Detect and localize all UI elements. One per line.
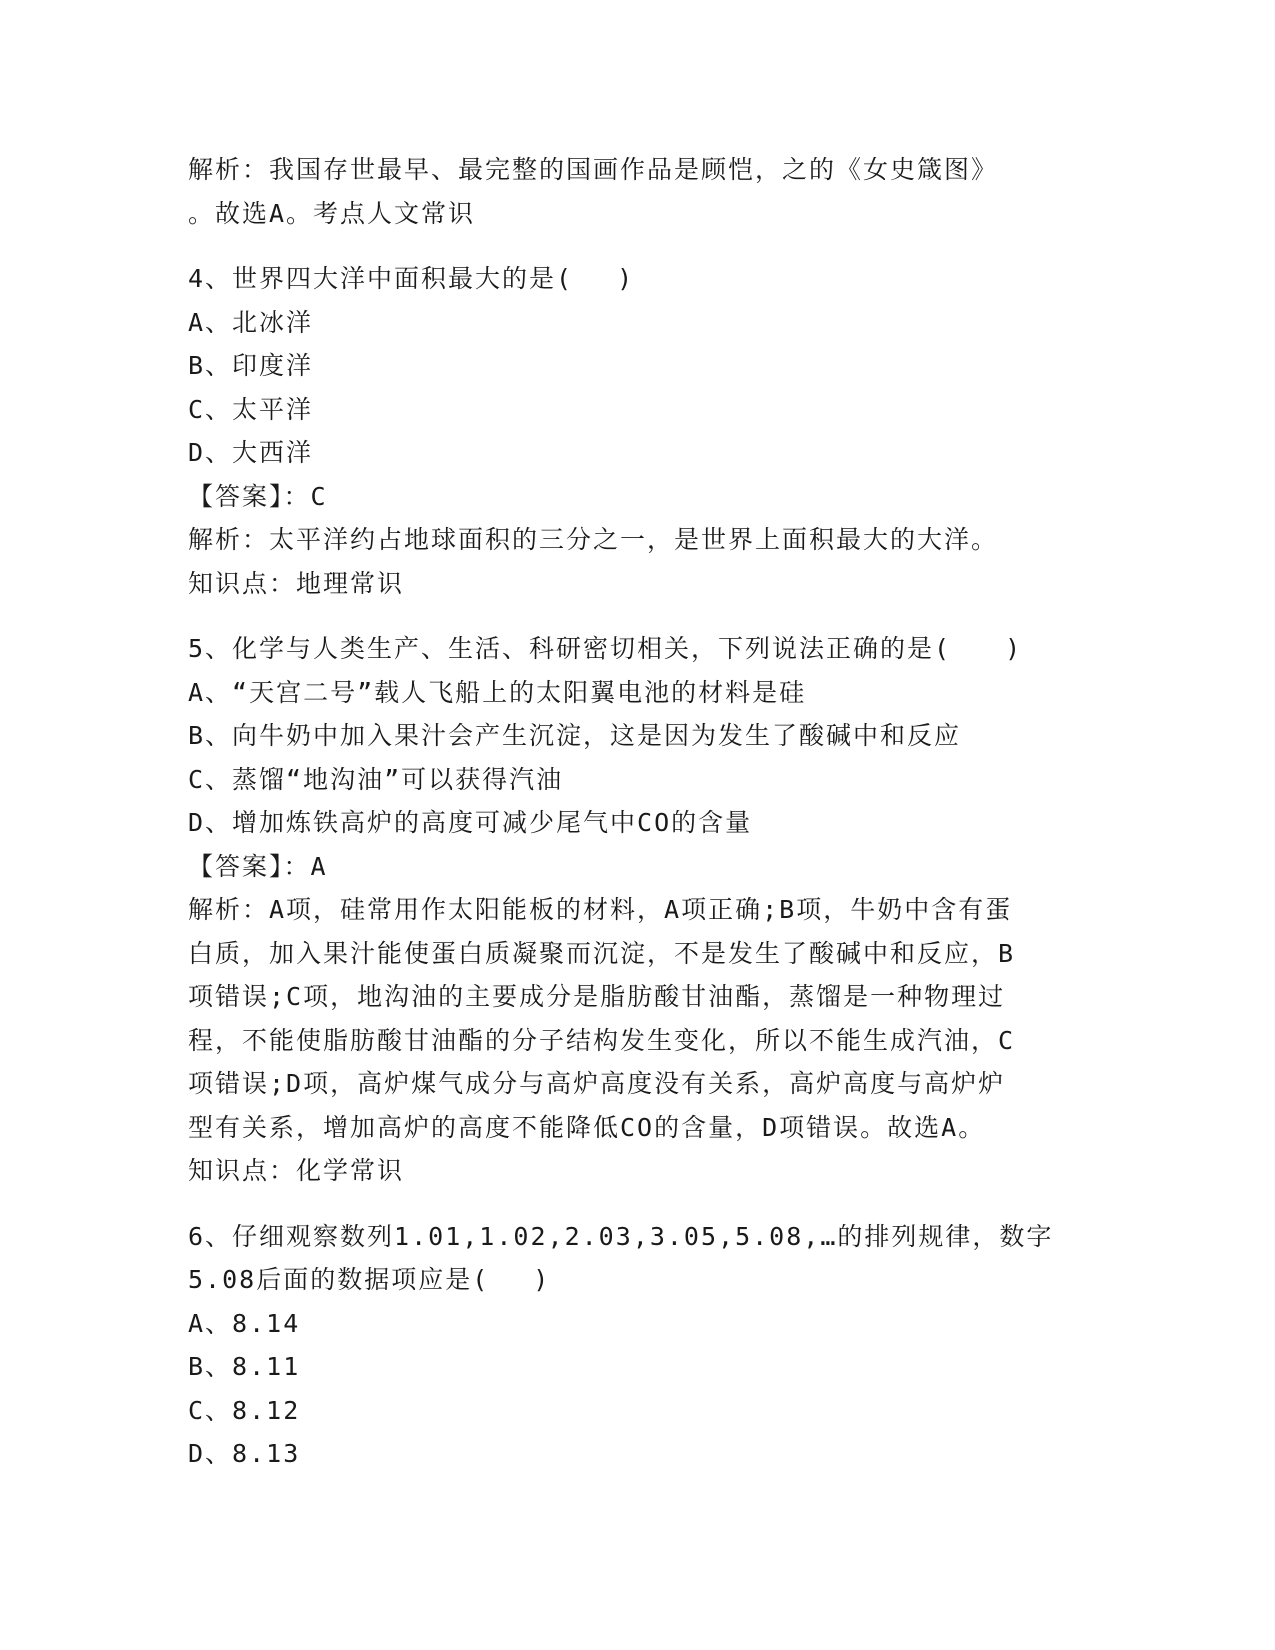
analysis-line: 解析：我国存世最早、最完整的国画作品是顾恺，之的《女史箴图》: [188, 155, 999, 184]
question-6: [188, 1215, 1088, 1476]
answer-line: 【答案】：A: [188, 851, 328, 881]
analysis-line: 白质，加入果汁能使蛋白质凝聚而沉淀，不是发生了酸碱中和反应，B: [188, 938, 1016, 968]
analysis-line: 。故选A。考点人文常识: [188, 198, 476, 228]
analysis-line: 程，不能使脂肪酸甘油酯的分子结构发生变化，所以不能生成汽油，C: [188, 1025, 1016, 1055]
option-c: C、太平洋: [188, 394, 314, 424]
question-stem: 5.08后面的数据项应是( ): [188, 1265, 551, 1294]
analysis-line: 项错误;C项，地沟油的主要成分是脂肪酸甘油酯，蒸馏是一种物理过: [188, 982, 1006, 1011]
answer-line: 【答案】：C: [188, 481, 328, 511]
question-stem: 5、化学与人类生产、生活、科研密切相关，下列说法正确的是( ): [188, 634, 1023, 663]
option-b: B、8.11: [188, 1352, 301, 1381]
option-d: D、增加炼铁高炉的高度可减少尾气中CO的含量: [188, 808, 753, 837]
option-b: B、向牛奶中加入果汁会产生沉淀，这是因为发生了酸碱中和反应: [188, 721, 962, 750]
analysis-line: 型有关系，增加高炉的高度不能降低CO的含量，D项错误。故选A。: [188, 1112, 986, 1142]
option-c: C、蒸馏“地沟油”可以获得汽油: [188, 764, 564, 794]
question-stem: 4、世界四大洋中面积最大的是( ): [188, 264, 635, 293]
option-a: A、“天宫二号”载人飞船上的太阳翼电池的材料是硅: [188, 677, 807, 707]
analysis-line: 项错误;D项，高炉煤气成分与高炉高度没有关系，高炉高度与高炉炉: [188, 1069, 1006, 1098]
option-a: A、北冰洋: [188, 307, 314, 337]
analysis-line: 解析：太平洋约占地球面积的三分之一，是世界上面积最大的大洋。: [188, 525, 999, 554]
document-page: [188, 148, 1088, 1476]
option-d: D、8.13: [188, 1439, 301, 1468]
option-a: A、8.14: [188, 1308, 301, 1338]
option-d: D、大西洋: [188, 438, 314, 467]
option-b: B、印度洋: [188, 351, 314, 380]
knowledge-point: 知识点：地理常识: [188, 568, 405, 598]
question-5: [188, 627, 1088, 1193]
question-stem: 6、仔细观察数列1.01,1.02,2.03,3.05,5.08,…的排列规律，数字: [188, 1221, 1054, 1251]
knowledge-point: 知识点：化学常识: [188, 1156, 405, 1185]
option-c: C、8.12: [188, 1395, 301, 1425]
intro-analysis: [188, 148, 1088, 235]
question-4: [188, 257, 1088, 605]
analysis-line: 解析：A项，硅常用作太阳能板的材料，A项正确;B项，牛奶中含有蛋: [188, 895, 1013, 924]
